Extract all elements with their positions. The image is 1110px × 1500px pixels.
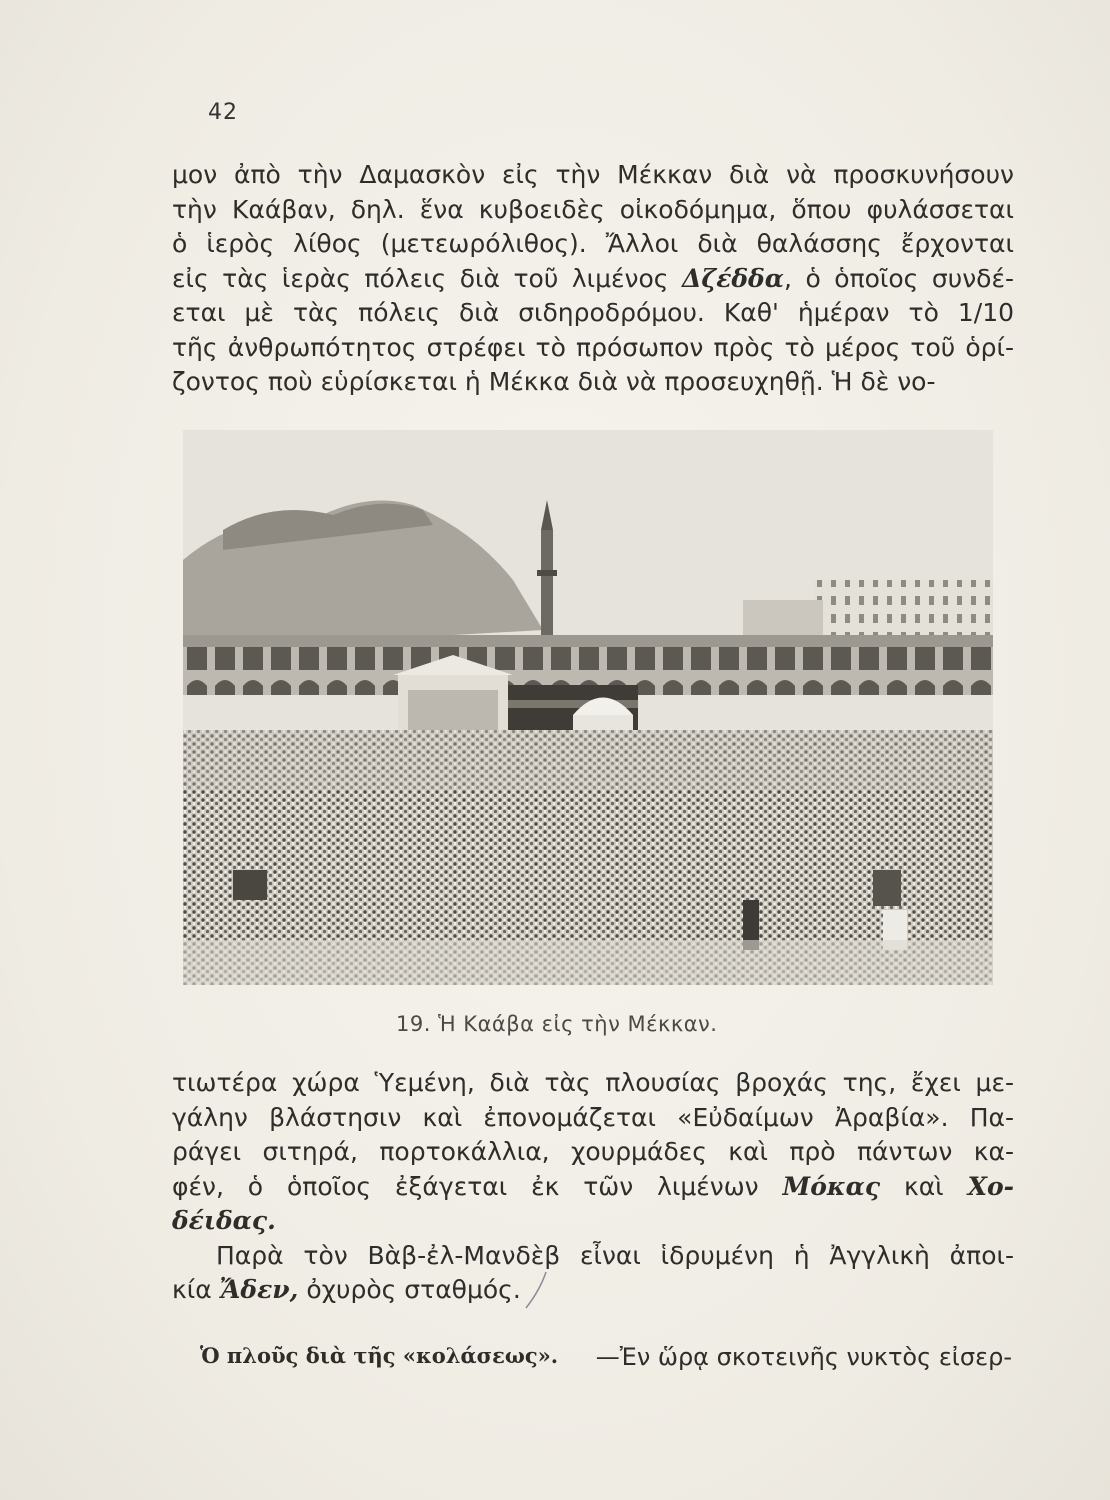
section-heading-line bbox=[200, 1343, 1012, 1371]
text-fragment: εἰς τὰς ἱερὰς πόλεις διὰ τοῦ λιμένος bbox=[172, 263, 669, 293]
text-fragment: κία bbox=[172, 1275, 212, 1304]
text-line: ζοντος ποὺ εὑρίσκεται ἡ Μέκκα διὰ νὰ προσευχηθῇ. Ἡ δὲ νο- bbox=[172, 367, 936, 396]
text-line: τιωτέρα χώρα Ὑεμένη, διὰ τὰς πλουσίας βροχάς της, ἔχει με- bbox=[172, 1068, 1014, 1097]
text-fragment: , ὁ ὁποῖος συνδέ- bbox=[783, 263, 1014, 293]
figure-caption: 19. Ἡ Καάβα εἰς τὴν Μέκκαν. bbox=[396, 1012, 718, 1036]
port-name-hodeidah: Χο- bbox=[967, 1171, 1015, 1201]
text-fragment: εται μὲ bbox=[172, 298, 274, 327]
text-fragment: φέν, ὁ ὁποῖος ἐξάγεται ἐκ τῶν λιμένων bbox=[172, 1171, 759, 1201]
text-fragment: ὀχυρὸς σταθμός. bbox=[306, 1275, 521, 1304]
pencil-mark bbox=[520, 1270, 550, 1310]
text-line bbox=[172, 296, 1014, 331]
text-line: τὴν Καάβαν, δηλ. ἕνα κυβοειδὲς οἰκοδόμημα, ὅπου φυλάσσεται bbox=[172, 194, 1014, 224]
page-number: 42 bbox=[208, 100, 238, 125]
port-name-mocha: Μόκας bbox=[782, 1171, 881, 1201]
port-name-jeddah: Δζέδδα bbox=[681, 263, 784, 293]
text-line: γάλην βλάστησιν καὶ ἐπονομάζεται «Εὐδαίμων Ἀραβία». Πα- bbox=[172, 1102, 1014, 1132]
text-line: μον ἀπὸ τὴν Δαμασκὸν εἰς τὴν Μέκκαν διὰ νὰ προσκυνήσουν bbox=[172, 160, 1014, 189]
kaaba-photograph bbox=[183, 430, 993, 985]
top-paragraph bbox=[172, 158, 1014, 400]
text-line: ὁ ἱερὸς λίθος (μετεωρόλιθος). Ἄλλοι διὰ θαλάσσης ἔρχονται bbox=[172, 229, 1014, 258]
text-line: δέιδας. bbox=[172, 1206, 276, 1235]
text-fragment: τὰς πόλεις διὰ σιδηροδρόμου. Καθ' ἡμέραν τὸ 1/10 bbox=[292, 298, 1015, 327]
text-line: τῆς ἀνθρωπότητος στρέφει τὸ πρόσωπον πρὸς τὸ μέρος τοῦ ὁρί- bbox=[172, 332, 1014, 362]
text-line bbox=[172, 1170, 1014, 1205]
section-heading: Ὁ πλοῦς διὰ τῆς «κολάσεως». bbox=[200, 1343, 559, 1368]
port-name-aden: Ἄδεν, bbox=[219, 1275, 299, 1304]
bottom-paragraph bbox=[172, 1066, 1014, 1308]
text-line: ράγει σιτηρά, πορτοκάλλια, χουρμάδες καὶ πρὸ πάντων κα- bbox=[172, 1137, 1014, 1166]
text-line: Παρὰ τὸν Βὰβ-ἐλ-Μανδὲβ εἶναι ἱδρυμένη ἡ Ἀγγλικὴ ἀποι- bbox=[216, 1240, 1014, 1270]
text-line bbox=[172, 1273, 1014, 1308]
text-fragment: —Ἐν ὥρᾳ σκοτεινῆς νυκτὸς εἰσερ- bbox=[595, 1343, 1012, 1371]
text-line bbox=[172, 262, 1014, 297]
text-fragment: καὶ bbox=[903, 1171, 944, 1201]
